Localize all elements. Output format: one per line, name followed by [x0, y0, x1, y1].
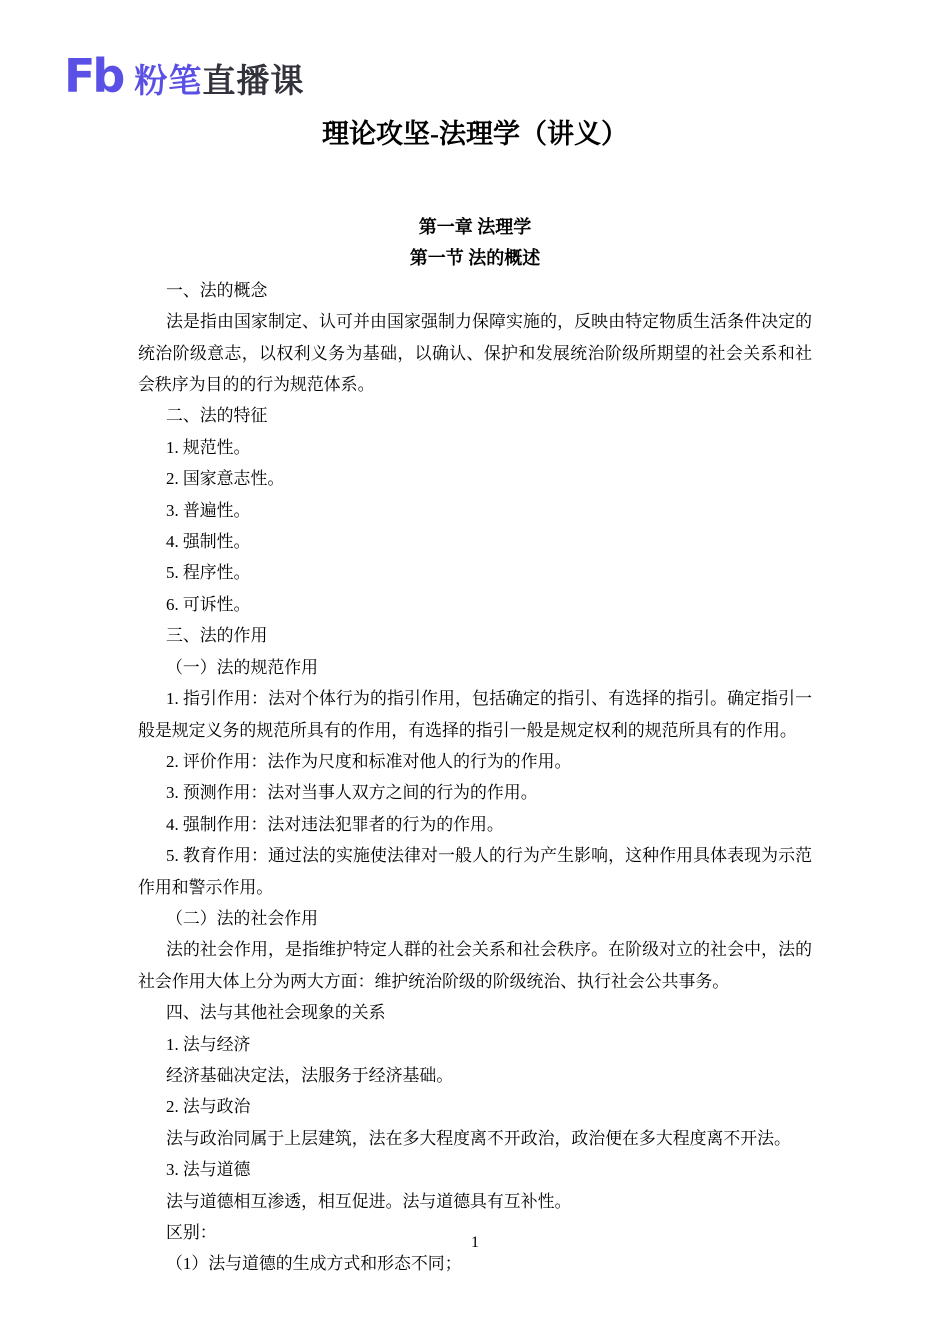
body-paragraph: 4. 强制性。	[166, 532, 251, 552]
body-paragraph: 2. 国家意志性。	[166, 469, 285, 489]
fenbi-logo	[64, 49, 305, 104]
body-paragraph: 法与政治同属于上层建筑，法在多大程度离不开政治，政治便在多大程度离不开法。	[166, 1128, 791, 1148]
body-paragraph: 经济基础决定法，法服务于经济基础。	[166, 1065, 454, 1085]
body-paragraph: 法与道德相互渗透，相互促进。法与道德具有互补性。	[166, 1191, 572, 1211]
body-paragraph: 二、法的特征	[166, 406, 268, 426]
body-paragraph: 2. 评价作用：法作为尺度和标准对他人的行为的作用。	[166, 751, 572, 771]
brand-name-zhiboke: 直播课	[202, 60, 305, 100]
section-heading: 第一节 法的概述	[409, 248, 541, 269]
brand-name-fenbi: 粉笔	[134, 60, 203, 100]
body-paragraph: 法的社会作用，是指维护特定人群的社会关系和社会秩序。在阶级对立的社会中，法的社会作用大体上分为两大方面：维护统治阶级的阶级统治、执行社会公共事务。	[138, 940, 812, 991]
body-paragraph: 5. 教育作用：通过法的实施使法律对一般人的行为产生影响，这种作用具体表现为示范作用和警示作用。	[138, 846, 812, 897]
body-paragraph: 一、法的概念	[166, 280, 268, 300]
body-paragraph: 三、法的作用	[166, 626, 268, 646]
body-paragraph: 3. 普遍性。	[166, 500, 251, 520]
document-body	[138, 212, 812, 1280]
body-paragraph: （一）法的规范作用	[166, 657, 319, 677]
body-paragraph: 1. 法与经济	[166, 1034, 251, 1054]
body-paragraph: 3. 预测作用：法对当事人双方之间的行为的作用。	[166, 783, 538, 803]
body-paragraph: 6. 可诉性。	[166, 594, 251, 614]
body-paragraph: 5. 程序性。	[166, 563, 251, 583]
body-paragraph: （二）法的社会作用	[166, 908, 319, 928]
body-paragraph: 4. 强制作用：法对违法犯罪者的行为的作用。	[166, 814, 504, 834]
body-paragraph: 3. 法与道德	[166, 1160, 251, 1180]
body-paragraph: 2. 法与政治	[166, 1097, 251, 1117]
body-paragraph: 四、法与其他社会现象的关系	[166, 1003, 386, 1023]
document-title: 理论攻坚-法理学（讲义）	[322, 119, 628, 149]
body-paragraph: 区别：	[166, 1223, 217, 1242]
page-number: 1	[471, 1234, 479, 1251]
chapter-heading: 第一章 法理学	[418, 217, 532, 237]
body-paragraph: 1. 规范性。	[166, 437, 251, 457]
brand-wordmark	[134, 55, 304, 102]
body-paragraph: （1）法与道德的生成方式和形态不同；	[166, 1254, 462, 1274]
body-paragraph: 1. 指引作用：法对个体行为的指引作用，包括确定的指引、有选择的指引。确定指引一般是规定义务的规范所具有的作用，有选择的指引一般是规定权利的规范所具有的作用。	[138, 689, 812, 740]
body-paragraph: 法是指由国家制定、认可并由国家强制力保障实施的，反映由特定物质生活条件决定的统治阶级意志，以权利义务为基础，以确认、保护和发展统治阶级所期望的社会关系和社会秩序为目的的行为规范体系。	[138, 312, 812, 395]
fenbi-fb-icon: Fb	[64, 49, 123, 103]
